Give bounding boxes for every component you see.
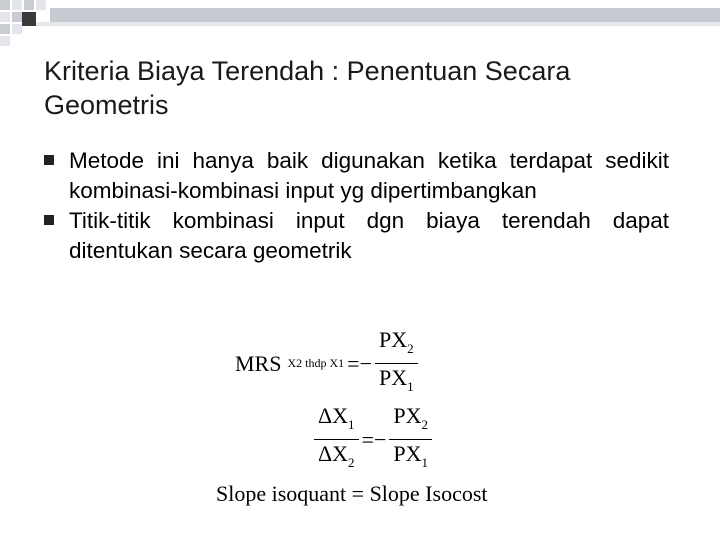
formula-denominator: PX <box>378 365 408 391</box>
formula-price-ratio <box>375 326 418 401</box>
formula-lhs: MRS <box>235 350 282 376</box>
formula-lhs-subscript: X2 thdp X1 <box>287 356 345 371</box>
bullet-item <box>44 146 669 206</box>
bullet-item <box>44 206 669 266</box>
formula-delta-numerator: ΔX <box>318 403 349 428</box>
formula-numerator-subscript: 2 <box>407 341 414 356</box>
formula-slope <box>216 481 488 507</box>
bullet-list <box>44 146 669 266</box>
formula-mrs <box>235 326 420 401</box>
formula-numerator: PX <box>378 327 408 352</box>
formula-delta <box>312 402 434 477</box>
bullet-square-icon <box>44 155 54 165</box>
formula-delta-ratio <box>314 402 359 477</box>
bullet-text: Metode ini hanya baik digunakan ketika terdapat sedikit kombinasi-kombinasi input yg dipertimbangkan <box>69 148 669 203</box>
bullet-text: Titik-titik kombinasi input dgn biaya terendah dapat ditentukan secara geometrik <box>69 208 669 263</box>
formula-numerator: PX <box>393 403 422 428</box>
corner-decoration <box>0 0 720 48</box>
formula-slope-text: Slope isoquant = Slope Isocost <box>216 481 488 506</box>
formula-numerator-subscript: 2 <box>421 417 428 432</box>
formula-delta-denominator-subscript: 2 <box>348 455 355 471</box>
formula-equals-minus: =− <box>361 426 387 452</box>
formula-delta-numerator-subscript: 1 <box>348 417 355 432</box>
slide-title: Kriteria Biaya Terendah : Penentuan Secara Geometris <box>44 56 571 120</box>
formula-denominator-subscript: 1 <box>407 379 414 395</box>
formula-price-ratio <box>389 402 432 477</box>
formula-denominator: PX <box>393 441 422 467</box>
formula-equals-minus: =− <box>347 350 372 376</box>
formula-denominator-subscript: 1 <box>421 455 428 471</box>
formula-delta-denominator: ΔX <box>318 441 349 467</box>
bullet-square-icon <box>44 215 54 225</box>
